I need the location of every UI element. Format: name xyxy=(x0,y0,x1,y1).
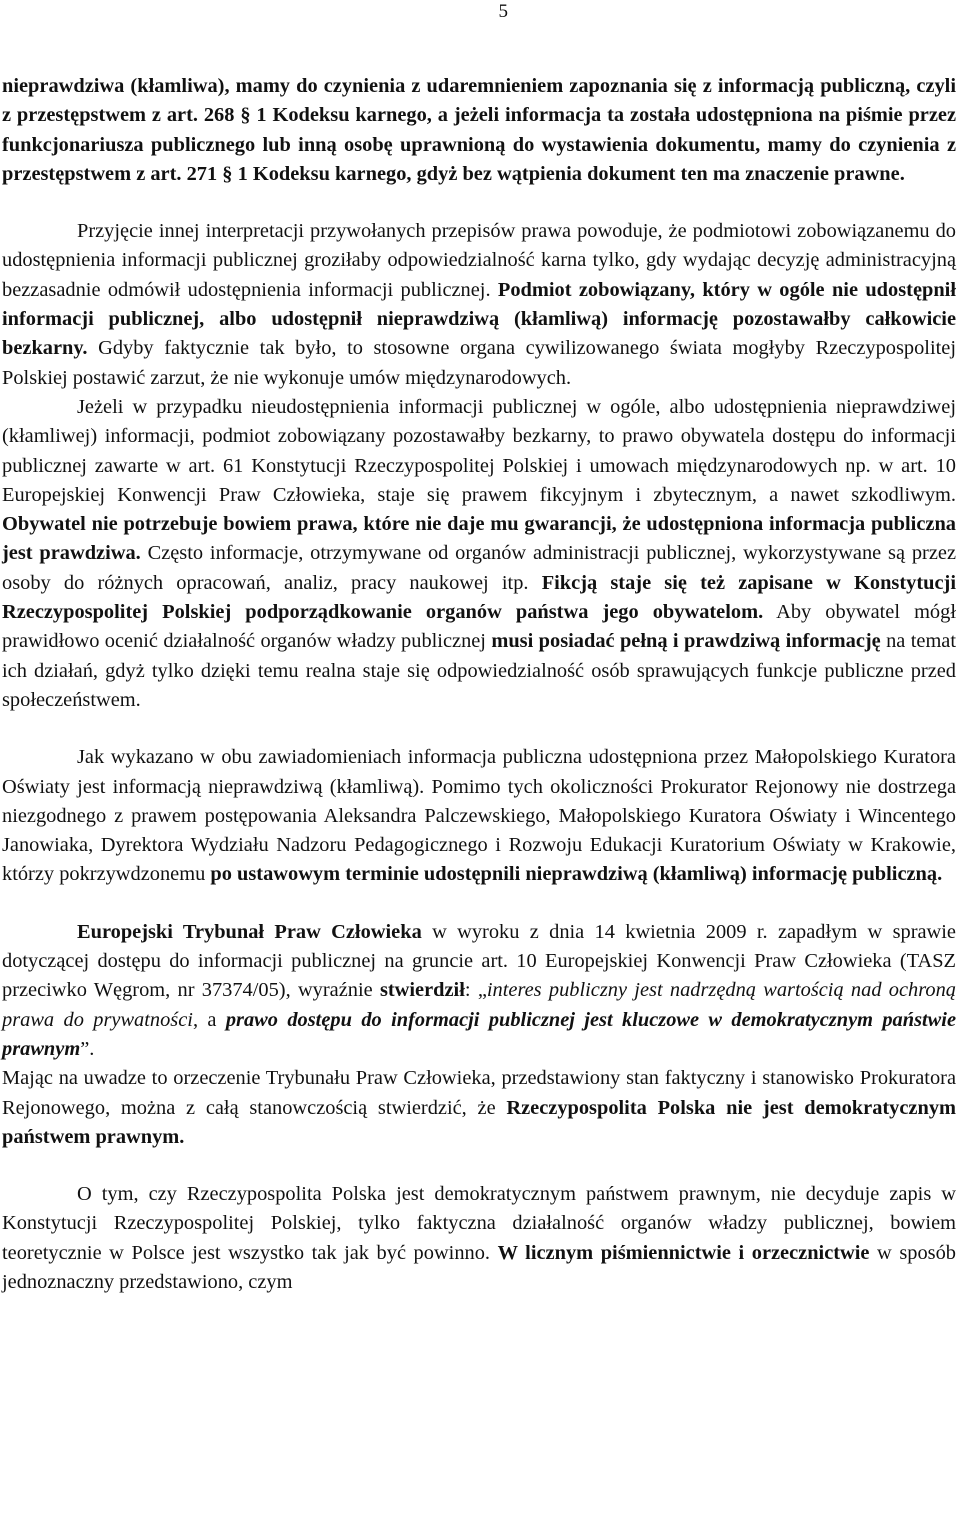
text-segment: 1 Kodeksu karnego, gdyż bez wątpienia dokument ten ma znaczenie prawne. xyxy=(232,162,905,185)
paragraph-p5 xyxy=(2,918,956,1064)
text-segment: na temat ich działań, gdyż tylko dzięki temu realna staje się odpowiedzialność osób sprawujących funkcje publiczne przed społeczeństwem. xyxy=(2,630,957,711)
paragraph-spacer xyxy=(2,1152,956,1180)
text-segment: Przyjęcie innej interpretacji przywołanych przepisów prawa powoduje, że podmiotowi zobowiązanemu do udostępnienia informacji publicznej groziłaby odpowiedzialność karna tylko, gdy wydając decyzję administracyjną bezzasadnie odmówił udostępnienia informacji publicznej. xyxy=(2,220,956,301)
text-segment: prawo dostępu do informacji publicznej jest kluczowe w demokratycznym państwie prawnym xyxy=(2,1008,956,1060)
text-segment: Jeżeli w przypadku nieudostępnienia informacji publicznej w ogóle, albo udostępnienia nieprawdziwej (kłamliwej) informacji, podmiot zobowiązany pozostawałby bezkarny, to prawo obywatela dostępu do informacji publicznej zawarte w art. 61 Konstytucji Rzeczypospolitej Polskiej i umowach międzynarodowych np. w art. 10 Europejskiej Konwencji Praw Człowieka, staje się prawem fikcyjnym i zbytecznym, a nawet szkodliwym. xyxy=(2,395,956,506)
text-segment: Często informacje, otrzymywane od organów administracji publicznej, wykorzystywane są przez osoby do różnych opracowań, analiz, pracy naukowej itp. xyxy=(2,542,956,594)
text-segment: nieprawdziwa (kłamliwa), mamy do czynienia z udaremnieniem zapoznania się z informacją publiczną, czyli z przestępstwem z art. 268 xyxy=(2,75,956,127)
text-segment: Podmiot zobowiązany, który w ogóle nie udostępnił informacji publicznej, albo udostępnił nieprawdziwą (kłamliwą) informację pozostawałby całkowicie bezkarny. xyxy=(2,278,957,360)
page-number: 5 xyxy=(498,1,508,22)
text-segment: stwierdził xyxy=(379,979,465,1002)
document-body xyxy=(2,72,956,1297)
text-segment: w wyroku z dnia 14 kwietnia 2009 r. zapadłym w sprawie dotyczącej dostępu do informacji publicznej na gruncie art. 10 Europejskiej Konwencji Praw Człowieka (TASZ przeciwko Węgrom, nr 37374/05), wyraźnie xyxy=(2,920,956,1002)
text-segment: Gdyby faktycznie tak było, to stosowne organa cywilizowanego świata mogłyby Rzeczypospolitej Polskiej postawić zarzut, że nie wykonuje umów międzynarodowych. xyxy=(2,337,956,389)
text-segment: O tym, czy Rzeczypospolita Polska jest demokratycznym państwem prawnym, nie decyduje zapis w Konstytucji Rzeczypospolitej Polskiej, tylko faktyczna działalność organów władzy publicznej, bowiem teoretycznie w Polsce jest wszystko tak jak być powinno. xyxy=(2,1183,956,1264)
paragraph-spacer xyxy=(2,189,956,217)
text-segment: Jak wykazano w obu zawiadomieniach informacja publiczna udostępniona przez Małopolskiego Kuratora Oświaty jest informacją nieprawdziwą (kłamliwą). Pomimo tych okoliczności Prokurator Rejonowy nie dostrzega niezgodnego z prawem postępowania Aleksandra Palczewskiego, Małopolskiego Kuratora Oświaty i Wincentego Janowiaka, Dyrektora Wydziału Nadzoru Pedagogicznego i Rozwoju Edukacji Kuratorium Oświaty w Krakowie, którzy pokrzywdzonemu xyxy=(2,746,956,886)
paragraph-p6 xyxy=(2,1064,956,1152)
paragraph-p1 xyxy=(2,72,956,189)
text-segment: Aby obywatel mógł prawidłowo ocenić działalność organów władzy publicznej xyxy=(2,601,956,653)
text-segment: : „ xyxy=(464,979,487,1002)
paragraph-p3 xyxy=(2,393,956,715)
text-segment: Obywatel nie potrzebuje bowiem prawa, które nie daje mu gwarancji, że udostępniona informacja publiczna jest prawdziwa. xyxy=(2,513,956,565)
text-segment: Fikcją staje się też zapisane w Konstytucji Rzeczypospolitej Polskiej podporządkowanie organów państwa jego obywatelom. xyxy=(2,571,956,624)
paragraph-p7 xyxy=(2,1180,956,1297)
text-segment: 1 Kodeksu karnego, a jeżeli informacja ta została udostępniona na piśmie przez funkcjonariusza publicznego lub inną osobę uprawnioną do wystawienia dokumentu, mamy do czynienia z przestępstwem z art. 271 xyxy=(2,104,956,185)
text-segment: § xyxy=(240,104,251,127)
text-segment: po ustawowym terminie udostępnili nieprawdziwą (kłamliwą) informację publiczną. xyxy=(210,863,943,886)
paragraph-p4 xyxy=(2,743,956,889)
text-segment: w sposób jednoznaczny przedstawiono, czym xyxy=(2,1241,957,1293)
text-segment: Europejski Trybunał Praw Człowieka xyxy=(77,920,422,943)
text-segment: Mając na uwadze to orzeczenie Trybunału Praw Człowieka, przedstawiony stan faktyczny i stanowisko Prokuratora Rejonowego, można z całą stanowczością stwierdzić, że xyxy=(2,1067,956,1119)
text-segment: Rzeczypospolita Polska nie jest demokratycznym państwem prawnym. xyxy=(2,1096,957,1148)
text-segment: , a xyxy=(192,1008,226,1031)
text-segment: § xyxy=(222,162,233,185)
paragraph-spacer xyxy=(2,715,956,743)
text-segment: ”. xyxy=(80,1037,95,1060)
text-segment: interes publiczny jest nadrzędną wartością nad ochroną prawa do prywatności xyxy=(2,979,956,1031)
paragraph-spacer xyxy=(2,890,956,918)
text-segment: musi posiadać pełną i prawdziwą informację xyxy=(491,630,881,653)
text-segment: W licznym piśmiennictwie i orzecznictwie xyxy=(497,1241,870,1264)
paragraph-p2 xyxy=(2,217,956,393)
